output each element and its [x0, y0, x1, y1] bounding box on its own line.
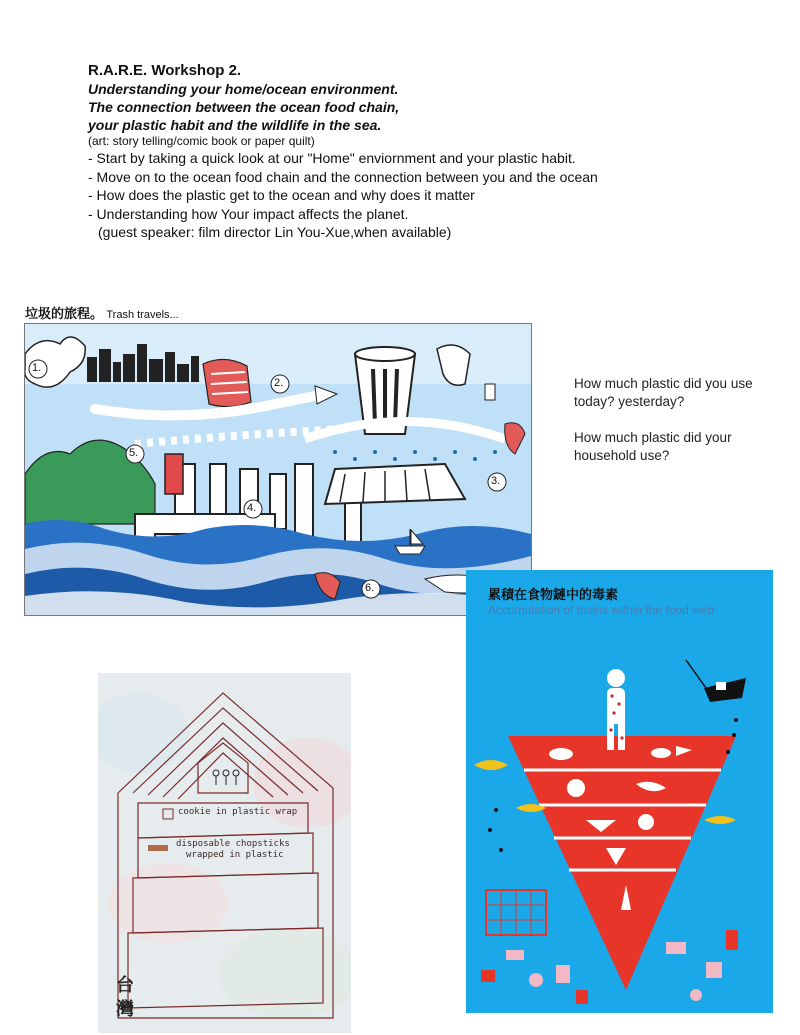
workshop-header: [88, 62, 768, 241]
workshop-title: R.A.R.E. Workshop 2.: [88, 62, 242, 79]
trash-travels-label: [25, 303, 179, 322]
bullet-item: - Understanding how Your impact affects the planet.: [88, 205, 409, 222]
trash-travels-label-en: Trash travels...: [106, 309, 179, 321]
step-marker-2: 2.: [274, 377, 284, 389]
bullet-item: - Move on to the ocean food chain and the connection between you and the ocean: [88, 168, 598, 185]
step-marker-1: 1.: [32, 362, 42, 374]
quilt-label-cookie: cookie in plastic wrap: [178, 807, 298, 817]
subtitle-line-3: your plastic habit and the wildlife in the sea.: [88, 117, 382, 133]
step-marker-3: 3.: [491, 475, 501, 487]
guest-speaker-note: (guest speaker: film director Lin You-Xue,when available): [98, 224, 452, 240]
art-note: (art: story telling/comic book or paper quilt): [88, 134, 315, 148]
quilt-corner-cjk-2: 灣: [116, 999, 134, 1020]
quilt-label-chopsticks-2: wrapped in plastic: [186, 850, 284, 860]
subtitle-line-2: The connection between the ocean food chain,: [88, 99, 400, 115]
step-marker-4: 4.: [247, 502, 257, 514]
step-marker-6: 6.: [365, 582, 375, 594]
city-ocean-drawing: [25, 324, 531, 615]
paper-quilt-photo: [98, 673, 351, 1033]
poster-title-cjk: 累積在食物鏈中的毒素: [488, 588, 619, 603]
bullet-item: - Start by taking a quick look at our "Home" enviornment and your plastic habit.: [88, 150, 576, 166]
trash-travels-label-cjk: 垃圾的旅程。: [25, 307, 104, 322]
question-today: How much plastic did you use today? yesterday?: [574, 376, 753, 409]
bullet-item: - How does the plastic get to the ocean and why does it matter: [88, 187, 475, 203]
toxin-food-web-poster: [466, 570, 773, 1013]
bullet-list: [88, 149, 768, 223]
food-web-pyramid: [466, 570, 773, 1013]
step-marker-5: 5.: [129, 447, 139, 459]
poster-title-en: Accumulation of toxins within the food web: [488, 603, 715, 617]
trash-travels-illustration: [24, 323, 532, 616]
quilt-label-chopsticks-1: disposable chopsticks: [176, 839, 290, 849]
subtitle-line-1: Understanding your home/ocean environment.: [88, 81, 399, 97]
quilt-corner-cjk-1: 台: [116, 975, 134, 996]
question-household: How much plastic did your household use?: [574, 430, 732, 463]
plastic-use-questions: [574, 375, 774, 483]
